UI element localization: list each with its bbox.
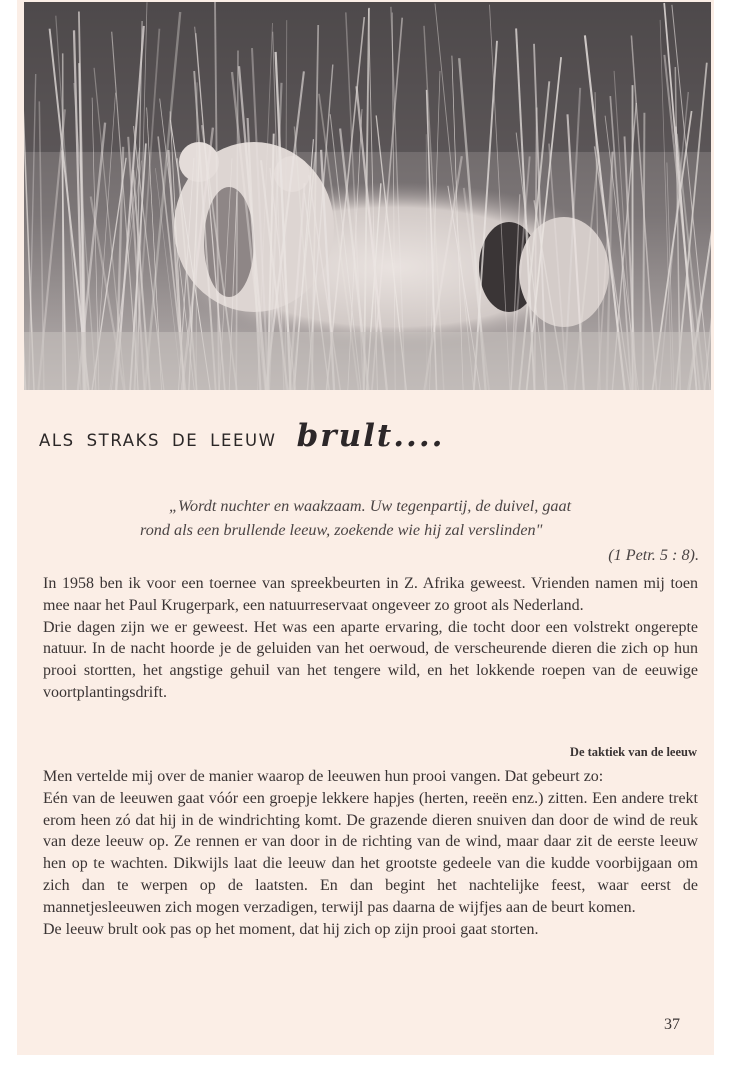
paragraph: De leeuw brult ook pas op het moment, dat hij zich op zijn prooi gaat storten. (43, 920, 539, 938)
title-caps: ALS STRAKS DE LEEUW (39, 431, 277, 450)
paragraph: In 1958 ben ik voor een toernee van spreekbeurten in Z. Afrika geweest. Vrienden namen mij toen mee naar het Paul Krugerpark, een natuurreservaat ongeveer zo groot als Nederland. (43, 575, 698, 614)
section-1 (43, 573, 698, 704)
article-title (39, 418, 699, 458)
title-bold: brult.... (296, 418, 445, 454)
subheading: De taktiek van de leeuw (569, 745, 697, 759)
bible-quote (69, 494, 699, 569)
paragraph: Drie dagen zijn we er geweest. Het was een aparte ervaring, die tocht door een volstrekt ongerepte natuur. In de nacht hoorde je de geluiden van het oerwoud, de verscheurende dieren die zich op hun prooi stortten, het angstige gehuil van het tengere wild, en het lokkende roepen van de eeuwige voortplantingsdrift. (43, 618, 698, 701)
quote-line-2: rond als een brullende leeuw, zoekende wie hij zal verslinden" (140, 521, 543, 539)
paragraph: Men vertelde mij over de manier waarop de leeuwen hun prooi vangen. Dat gebeurt zo: (43, 768, 604, 785)
quote-reference: (1 Petr. 5 : 8). (608, 546, 699, 564)
quote-line-1: „Wordt nuchter en waakzaam. Uw tegenpartij, de duivel, gaat (169, 497, 572, 515)
paragraph: Eén van de leeuwen gaat vóór een groepje lekkere hapjes (herten, reeën enz.) zitten. Een andere trekt erom heen zó dat hij in de windrichting komt. De grazende dieren snuiven dan door de wind de reuk van deze leeuw op. Ze rennen er van door in de richting van de wind, maar daar zit de eerste leeuw hen op te wachten. Dikwijls laat die leeuw dan het grootste gedeele van die kudde voorbijgaan om zich dan te werpen op de laatsten. En dan begint het nachtelijke feest, waar eerst de mannetjesleeuwen zich mogen verzadigen, terwijl pas daarna de wijfjes aan de beurt komen. (43, 789, 698, 916)
section-2 (43, 766, 698, 940)
book-page (17, 0, 714, 1055)
lioness-photo-image (24, 2, 711, 390)
page-number: 37 (664, 1016, 680, 1033)
lioness-photo (24, 2, 711, 390)
